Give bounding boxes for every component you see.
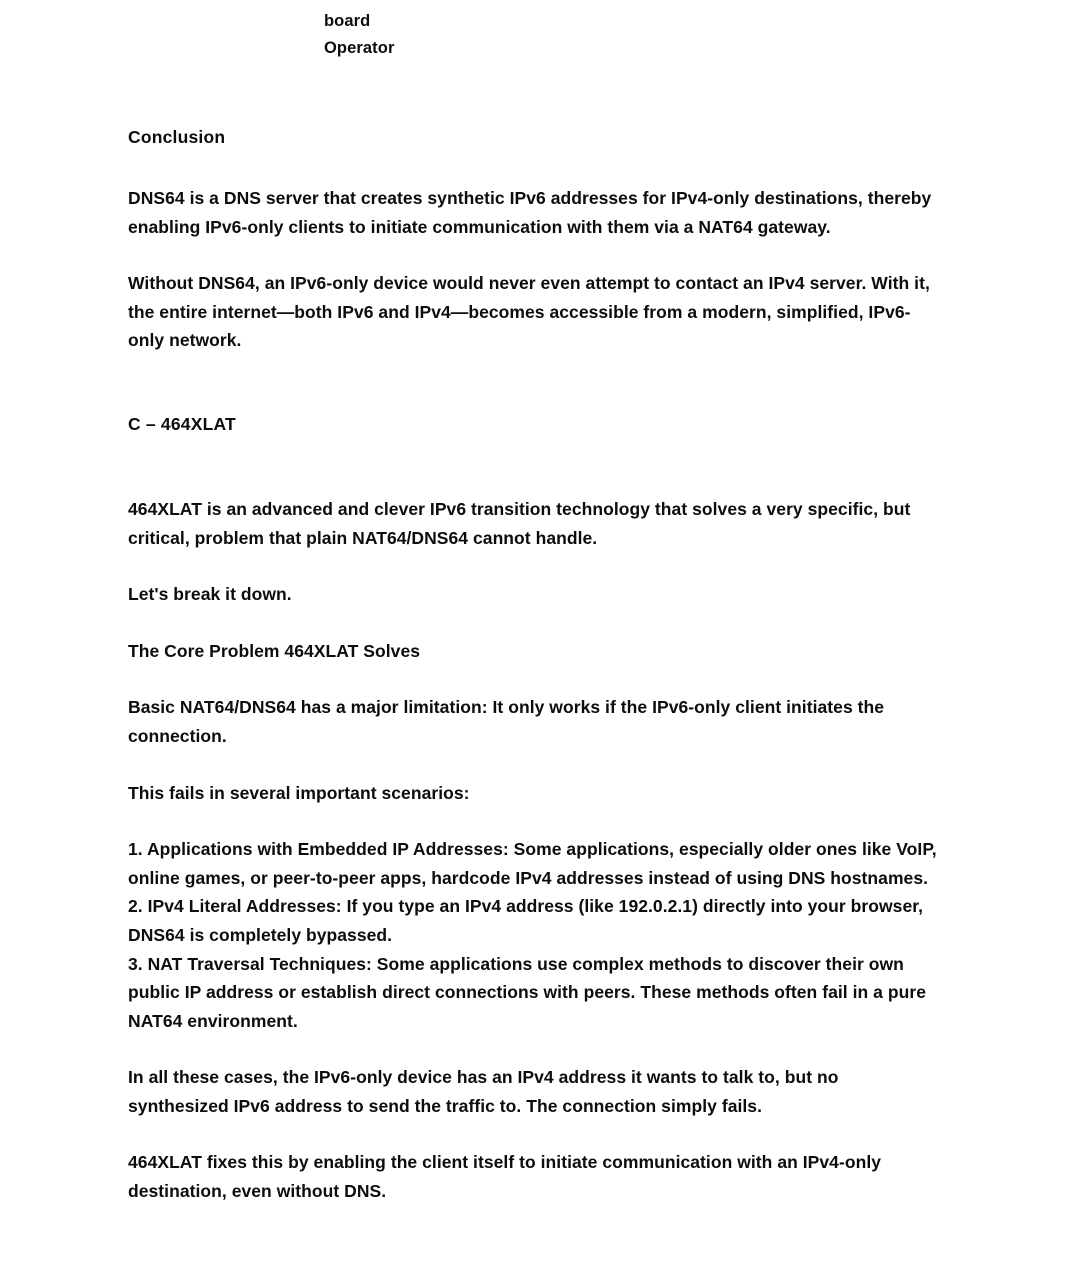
spacer [128, 150, 944, 184]
spacer [128, 437, 944, 495]
table-fragment-cell [128, 0, 944, 62]
spacer [128, 62, 944, 124]
xlat-closing-paragraph-1: In all these cases, the IPv6-only device has an IPv4 address it wants to talk to, but no synthesized IPv6 address to send the traffic to. The connection simply fails. [128, 1067, 839, 1116]
spacer [128, 751, 944, 779]
spacer [128, 1035, 944, 1063]
conclusion-paragraph-2: Without DNS64, an IPv6-only device would never even attempt to contact an IPv4 server. With it, the entire internet—both IPv6 and IPv4—becomes accessible from a modern, simplified, IPv6-only network. [128, 273, 930, 351]
xlat-paragraph-2: Let's break it down. [128, 584, 292, 605]
xlat-closing-paragraph-2: 464XLAT fixes this by enabling the client itself to initiate communication with an IPv4-only destination, even without DNS. [128, 1152, 882, 1202]
fragment-line-2: Operator [324, 39, 395, 57]
fragment-line-1: board [324, 12, 371, 30]
subheading-core-problem: The Core Problem 464XLAT Solves [128, 640, 421, 661]
spacer [128, 1120, 944, 1148]
xlat-scenarios-intro: This fails in several important scenarios: [128, 782, 470, 803]
section-heading-conclusion: Conclusion [128, 127, 226, 147]
spacer [128, 609, 944, 637]
spacer [128, 241, 944, 269]
conclusion-paragraph-1: DNS64 is a DNS server that creates synthetic IPv6 addresses for IPv4-only destinations, thereby enabling IPv6-only clients to initiate communication with them via a NAT64 gateway. [128, 188, 932, 237]
spacer [128, 552, 944, 580]
numbered-list [128, 835, 944, 1035]
spacer [128, 355, 944, 411]
spacer [128, 665, 944, 693]
xlat-limitation-paragraph: Basic NAT64/DNS64 has a major limitation: It only works if the IPv6-only client initiates the connection. [128, 697, 885, 746]
list-item: 3. NAT Traversal Techniques: Some applications use complex methods to discover their own public IP address or establish direct connections with peers. These methods often fail in a pure NAT64 environment. [128, 953, 926, 1031]
spacer [128, 807, 944, 835]
xlat-paragraph-1: 464XLAT is an advanced and clever IPv6 transition technology that solves a very specific, but critical, problem that plain NAT64/DNS64 cannot handle. [128, 498, 911, 548]
section-heading-464xlat: C – 464XLAT [128, 413, 236, 434]
list-item: 2. IPv4 Literal Addresses: If you type an IPv4 address (like 192.0.2.1) directly into your browser, DNS64 is completely bypassed. [128, 896, 924, 945]
list-item: 1. Applications with Embedded IP Addresses: Some applications, especially older ones like VoIP, online games, or peer-to-peer apps, hardcode IPv4 addresses instead of using DNS hostnames. [128, 839, 937, 888]
